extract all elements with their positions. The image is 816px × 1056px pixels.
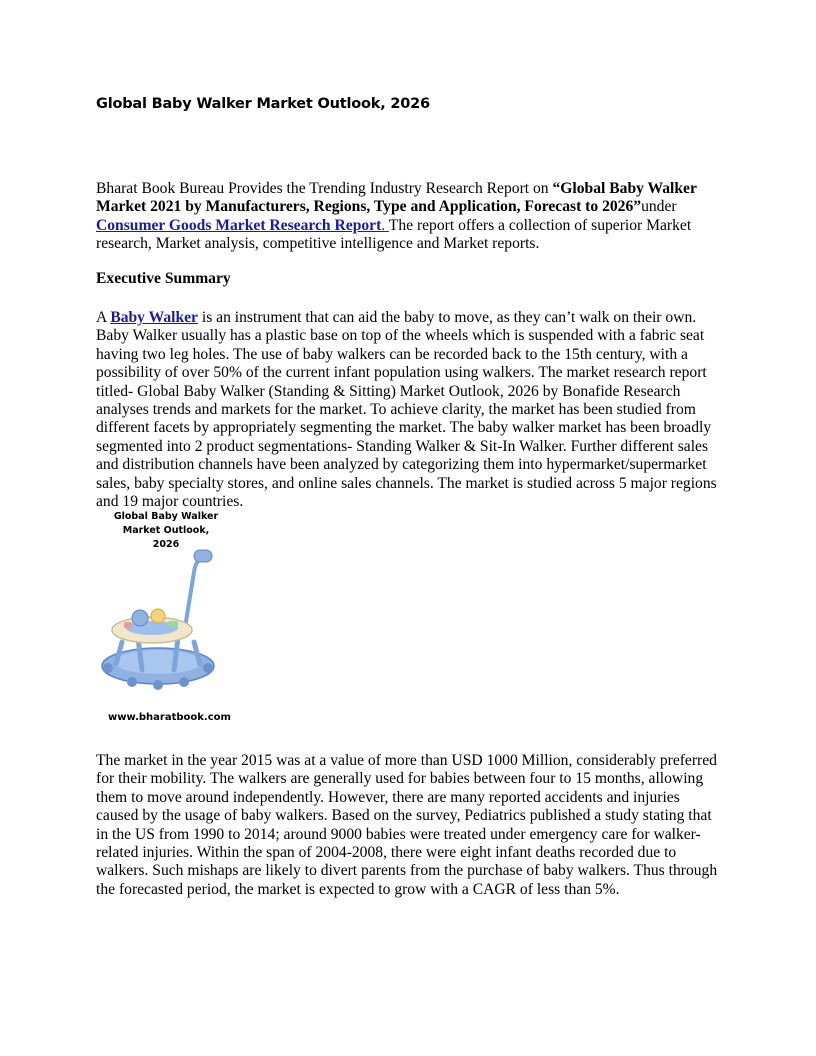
baby-walker-figure [96, 508, 236, 730]
link-suffix: . [381, 216, 389, 234]
figure-caption-line-2: Market Outlook, [122, 525, 210, 536]
baby-walker-image [98, 542, 226, 702]
intro-suffix: The report offers a collection of superior Market research, Market analysis, competitive intelligence and Market reports. [96, 216, 692, 253]
baby-walker-link[interactable]: Baby Walker [110, 309, 198, 326]
intro-prefix: Bharat Book Bureau Provides the Trending Industry Research Report on [96, 180, 553, 197]
report-title: “Global Baby Walker Market 2021 by Manufacturers, Regions, Type and Application, Forecast to 2026” [96, 180, 697, 216]
summary-prefix: A [96, 309, 111, 326]
page-title: Global Baby Walker Market Outlook, 2026 [96, 96, 430, 112]
executive-summary-paragraph [96, 309, 722, 511]
intro-paragraph [96, 180, 722, 254]
market-paragraph: The market in the year 2015 was at a value of more than USD 1000 Million, considerably preferred for their mobility. The walkers are generally used for babies between four to 15 months, allowing them to move around independently. However, there are many reported accidents and injuries caused by the usage of baby walkers. Based on the survey, Pediatrics published a study stating that in the US from 1990 to 2014; around 9000 babies were treated under emergency care for walker-related injuries. Within the span of 2004-2008, there were eight infant deaths recorded due to walkers. Such mishaps are likely to divert parents from the purchase of baby walkers. Thus through the forecasted period, the market is expected to grow with a CAGR of less than 5%. [96, 752, 718, 898]
executive-summary-heading: Executive Summary [96, 270, 231, 287]
figure-url: www.bharatbook.com [108, 712, 231, 723]
figure-caption-line-1: Global Baby Walker [113, 511, 219, 522]
summary-body: is an instrument that can aid the baby to move, as they can’t walk on their own. Baby Walker usually has a plastic base on top of the wheels which is suspended with a fabric seat having two leg holes. The use of baby walkers can be recorded back to the 15th century, with a possibility of over 50% of the current infant population using walkers. The market research report titled- Global Baby Walker (Standing & Sitting) Market Outlook, 2026 by Bonafide Research analyses trends and markets for the market. To achieve clarity, the market has been studied from different facets by appropriately segmenting the market. The baby walker market has been broadly segmented into 2 product segmentations- Standing Walker & Sit-In Walker. Further different sales and distribution channels have been analyzed by categorizing them into hypermarket/supermarket sales, baby specialty stores, and online sales channels. The market is studied across 5 major regions and 19 major countries. [96, 309, 717, 511]
consumer-goods-report-link[interactable]: Consumer Goods Market Research Report [96, 216, 382, 234]
intro-under: under [641, 198, 677, 216]
figure-caption-line-3: 2026 [152, 539, 180, 550]
